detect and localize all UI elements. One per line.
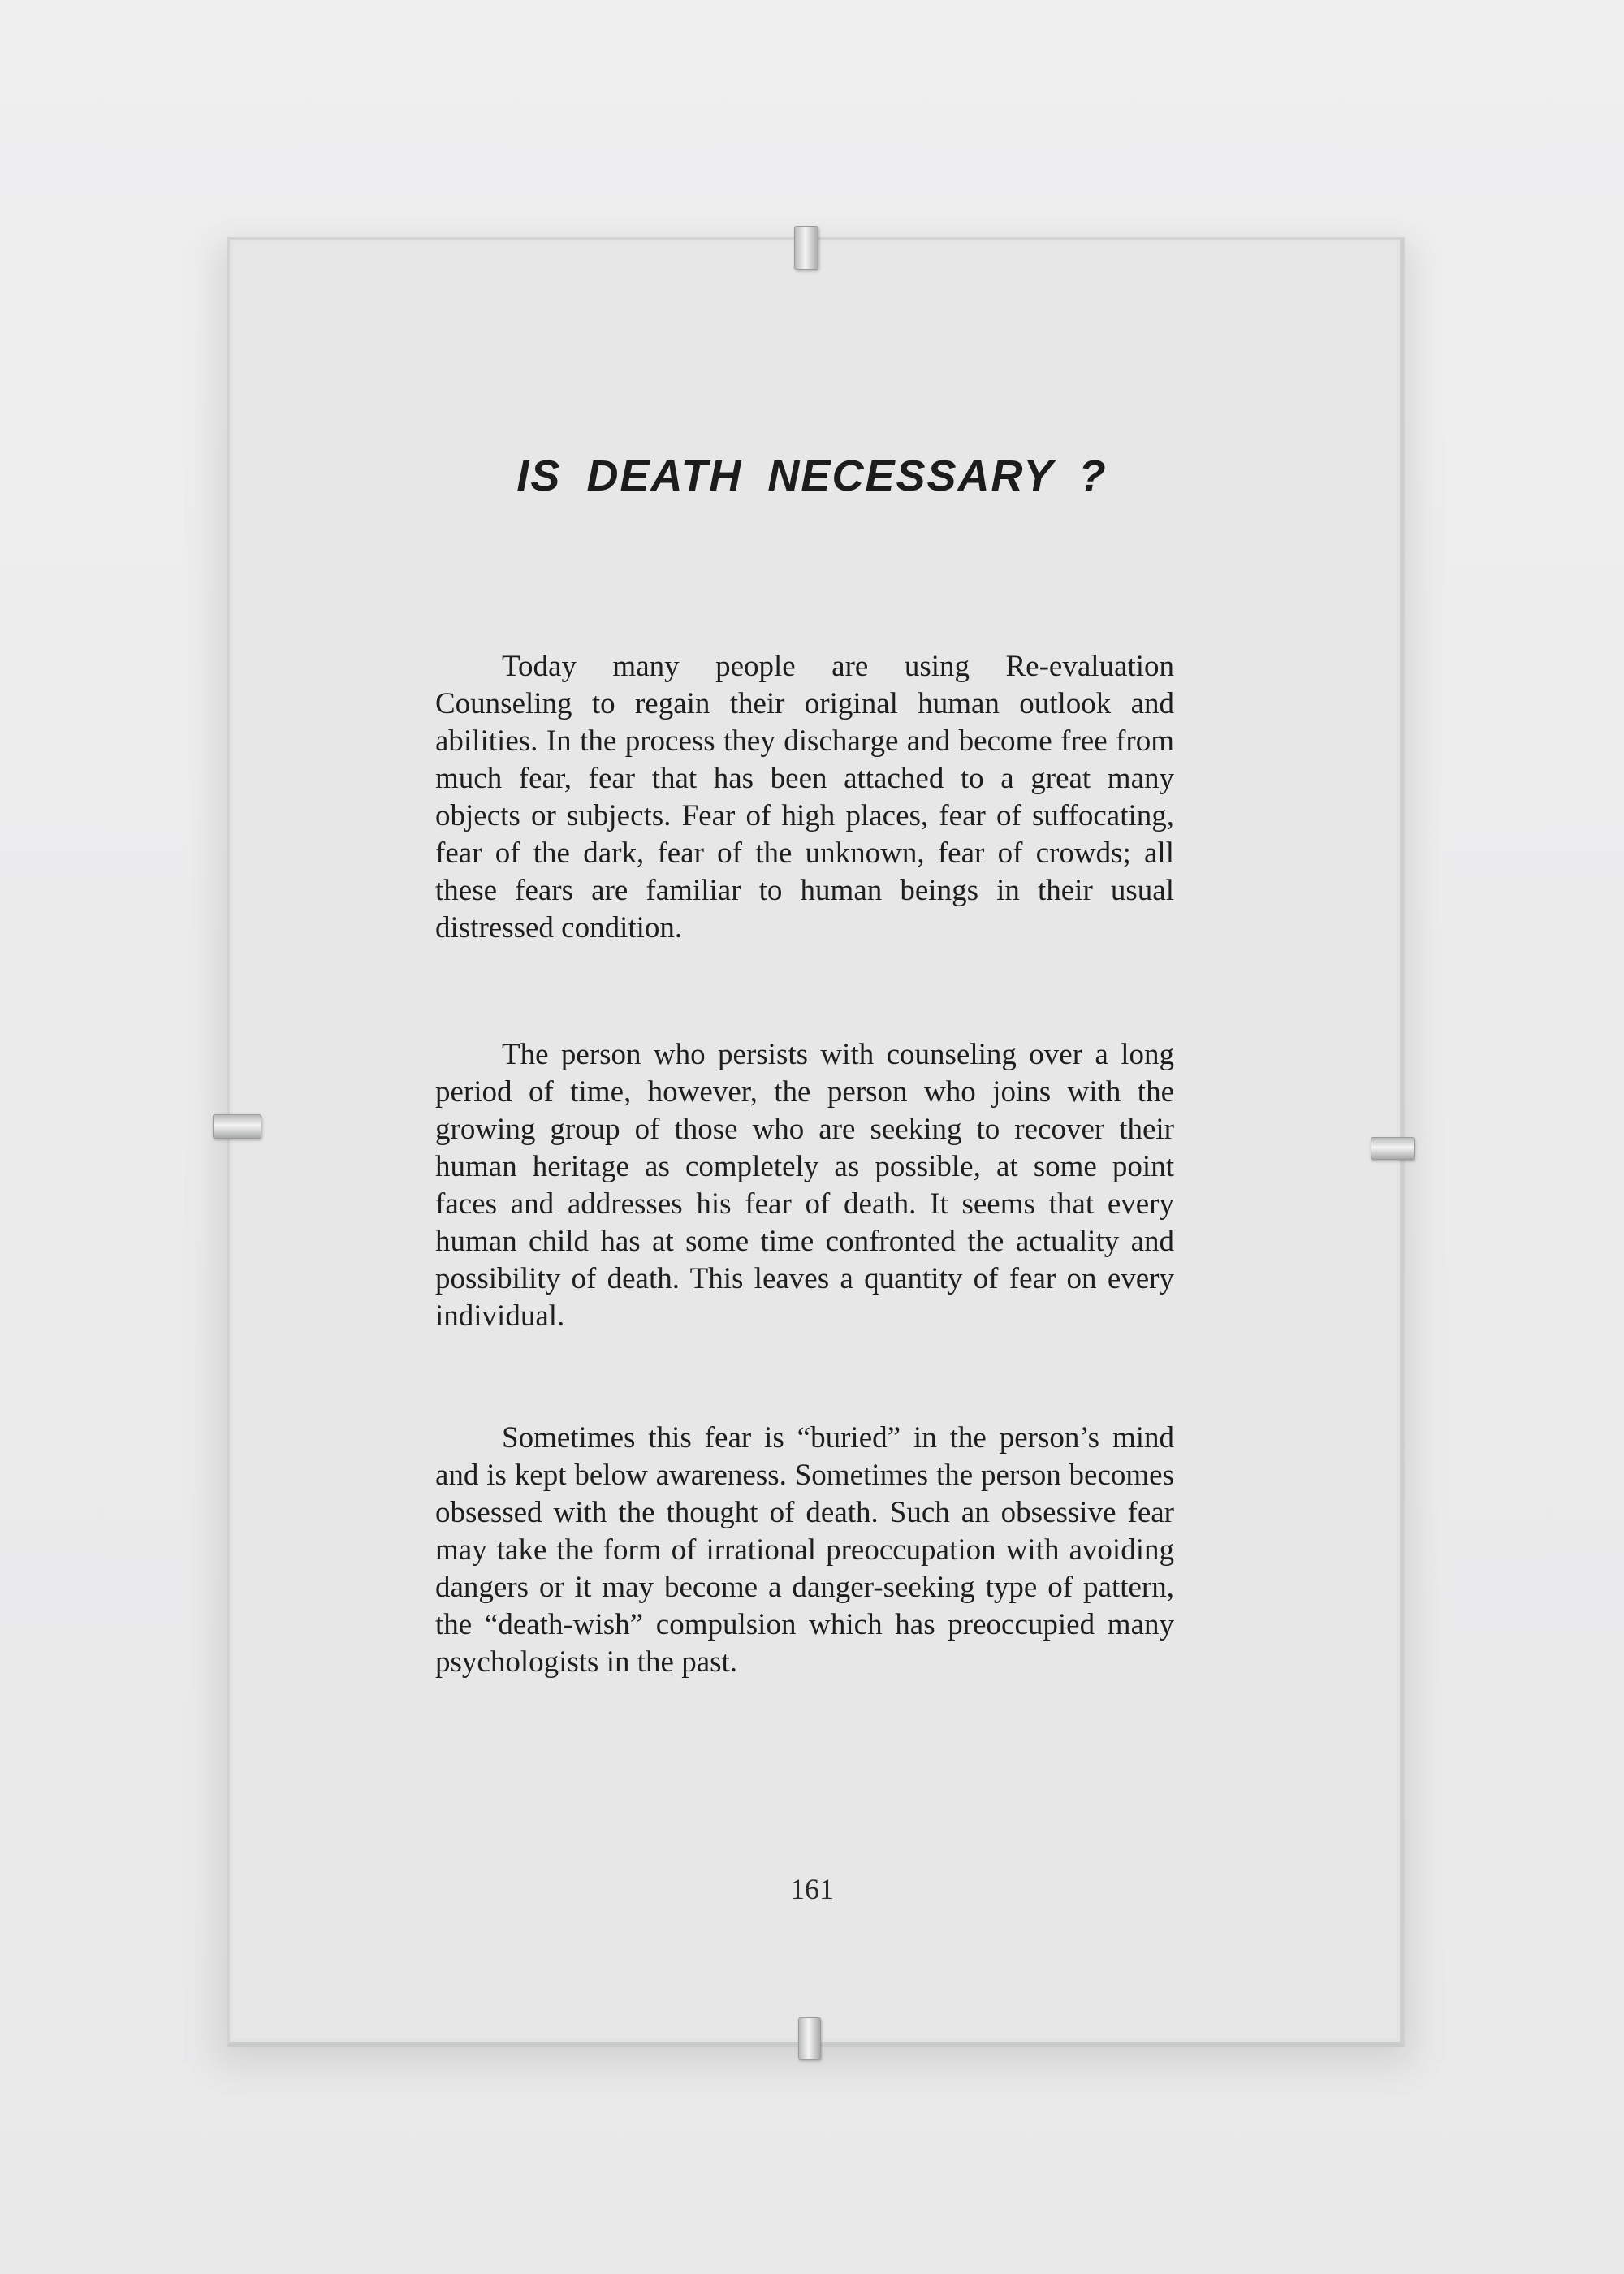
paragraph-1: Today many people are using Re-evaluation Counseling to regain their original human outlook and abilities. In the process they discharge and become free from much fear, fear that has been attached to a great many objects or subjects. Fear of high places, fear of suffocating, fear of the dark, fear of the unknown, fear of crowds; all these fears are familiar to human beings in their usual distressed condition. — [435, 650, 1174, 945]
frame-clip-left — [213, 1114, 261, 1139]
page-title: IS DEATH NECESSARY ? — [516, 452, 1108, 500]
frame-clip-right — [1371, 1137, 1415, 1160]
paragraph-3: Sometimes this fear is “buried” in the person’s mind and is kept below awareness. Sometimes the person becomes obsessed with the thought of death. Such an obsessive fear may take the form of irrational preoccupation with avoiding dangers or it may become a danger-seeking type of pattern, the “death-wish” compulsion which has preoccupied many psychologists in the past. — [435, 1421, 1174, 1679]
paragraph-2: The person who persists with counseling over a long period of time, however, the person who joins with the growing group of those who are seeking to recover their human heritage as completely as possible, at some point faces and addresses his fear of death. It seems that every human child has at some time confronted the actuality and possibility of death. This leaves a quantity of fear on every individual. — [435, 1038, 1174, 1333]
frame-clip-top — [794, 226, 818, 270]
frame-clip-bottom — [798, 2017, 821, 2060]
page-number: 161 — [790, 1873, 834, 1905]
